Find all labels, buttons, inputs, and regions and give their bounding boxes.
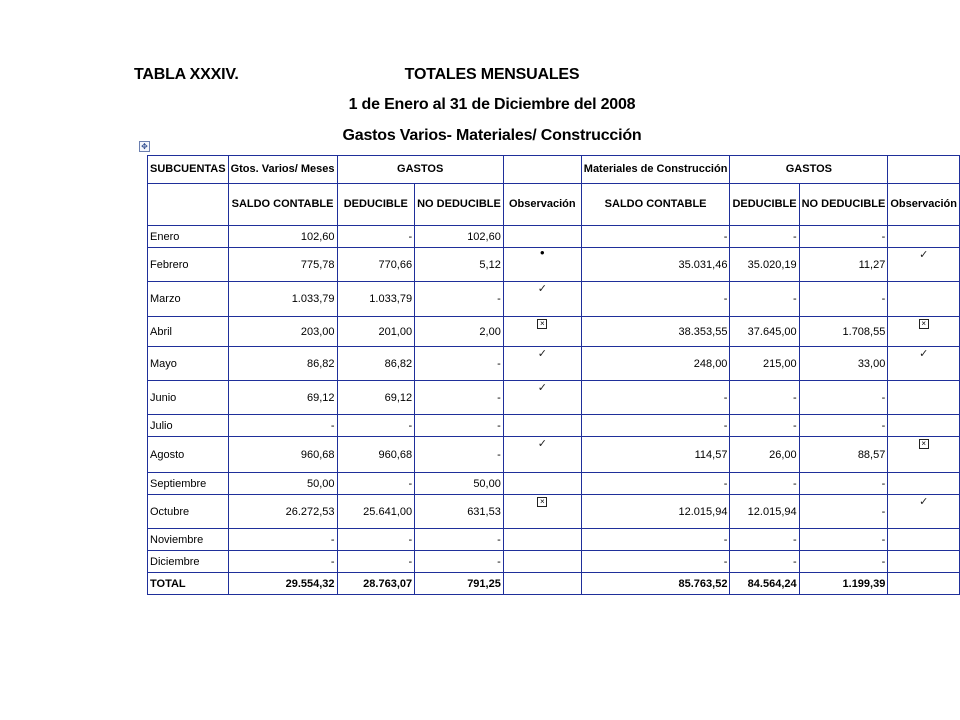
mc-deducible-cell: -: [730, 415, 799, 437]
observacion-1-cell: [503, 381, 581, 415]
mc-saldo-cell: -: [581, 381, 730, 415]
gv-no-deducible-cell: 50,00: [415, 473, 504, 495]
observacion-1-cell: [503, 226, 581, 248]
month-cell: Octubre: [148, 495, 229, 529]
mc-saldo-cell: 38.353,55: [581, 317, 730, 347]
header-no-deducible-1: NO DEDUCIBLE: [415, 184, 504, 226]
observacion-1-cell: [503, 317, 581, 347]
month-cell: Marzo: [148, 282, 229, 317]
gv-deducible-cell: 960,68: [337, 437, 415, 473]
mc-deducible-cell: -: [730, 529, 799, 551]
table-row: [148, 473, 960, 495]
header-materiales: Materiales de Construcción: [581, 156, 730, 184]
boxed-x-icon: ×: [537, 319, 547, 329]
gv-deducible-cell: 86,82: [337, 347, 415, 381]
observacion-1-cell: [503, 347, 581, 381]
mc-no-deducible-cell: -: [799, 282, 888, 317]
header-observacion-2: Observación: [888, 184, 960, 226]
header-observacion-1: Observación: [503, 184, 581, 226]
check-mark-icon: ✓: [537, 283, 547, 295]
doc-subtitle: 1 de Enero al 31 de Diciembre del 2008: [348, 96, 636, 113]
observacion-1-cell: [503, 495, 581, 529]
observacion-2-cell: [888, 415, 960, 437]
header-row-columns: [148, 184, 960, 226]
check-mark-icon: ✓: [537, 438, 547, 450]
total-gv-no-deducible: 791,25: [415, 573, 504, 595]
total-gv-deducible: 28.763,07: [337, 573, 415, 595]
observacion-1-cell: [503, 473, 581, 495]
gv-no-deducible-cell: -: [415, 282, 504, 317]
header-row-groups: [148, 156, 960, 184]
month-cell: Noviembre: [148, 529, 229, 551]
header-empty-2: [888, 156, 960, 184]
gv-saldo-cell: 775,78: [228, 248, 337, 282]
header-subcuentas: SUBCUENTAS: [148, 156, 229, 184]
totales-table: [147, 155, 960, 595]
table-row: [148, 248, 960, 282]
observacion-2-cell: [888, 529, 960, 551]
observacion-2-cell: [888, 317, 960, 347]
month-cell: Julio: [148, 415, 229, 437]
gv-no-deducible-cell: -: [415, 347, 504, 381]
observacion-1-cell: [503, 551, 581, 573]
header-no-deducible-2: NO DEDUCIBLE: [799, 184, 888, 226]
total-observacion-2: [888, 573, 960, 595]
mc-no-deducible-cell: 11,27: [799, 248, 888, 282]
table-row: [148, 529, 960, 551]
header-saldo-contable-2: SALDO CONTABLE: [581, 184, 730, 226]
month-cell: Enero: [148, 226, 229, 248]
total-mc-no-deducible: 1.199,39: [799, 573, 888, 595]
observacion-2-cell: [888, 473, 960, 495]
mc-no-deducible-cell: -: [799, 495, 888, 529]
boxed-x-icon: ×: [537, 497, 547, 507]
boxed-x-icon: ×: [919, 319, 929, 329]
mc-saldo-cell: -: [581, 473, 730, 495]
table-row: [148, 551, 960, 573]
gv-no-deducible-cell: -: [415, 437, 504, 473]
mc-no-deducible-cell: -: [799, 473, 888, 495]
observacion-2-cell: [888, 551, 960, 573]
check-mark-icon: ✓: [537, 348, 547, 360]
gv-deducible-cell: -: [337, 226, 415, 248]
gv-no-deducible-cell: -: [415, 415, 504, 437]
mc-deducible-cell: -: [730, 551, 799, 573]
mc-deducible-cell: 12.015,94: [730, 495, 799, 529]
header-gtos-varios: Gtos. Varios/ Meses: [228, 156, 337, 184]
check-mark-icon: ✓: [919, 249, 929, 261]
gv-no-deducible-cell: -: [415, 529, 504, 551]
total-mc-saldo: 85.763,52: [581, 573, 730, 595]
table-row: [148, 437, 960, 473]
gv-deducible-cell: -: [337, 473, 415, 495]
gv-saldo-cell: -: [228, 415, 337, 437]
mc-no-deducible-cell: -: [799, 226, 888, 248]
gv-deducible-cell: 770,66: [337, 248, 415, 282]
observacion-1-cell: [503, 415, 581, 437]
table-row: [148, 317, 960, 347]
gv-saldo-cell: -: [228, 529, 337, 551]
observacion-1-cell: [503, 282, 581, 317]
gv-no-deducible-cell: -: [415, 551, 504, 573]
gv-deducible-cell: 69,12: [337, 381, 415, 415]
mc-saldo-cell: -: [581, 415, 730, 437]
gv-saldo-cell: 86,82: [228, 347, 337, 381]
observacion-2-cell: [888, 248, 960, 282]
mc-saldo-cell: -: [581, 282, 730, 317]
month-cell: Junio: [148, 381, 229, 415]
mc-deducible-cell: -: [730, 282, 799, 317]
observacion-2-cell: [888, 381, 960, 415]
gv-deducible-cell: 201,00: [337, 317, 415, 347]
month-cell: Septiembre: [148, 473, 229, 495]
mc-saldo-cell: -: [581, 551, 730, 573]
bullet-dot-icon: •: [540, 247, 545, 260]
mc-deducible-cell: -: [730, 381, 799, 415]
check-mark-icon: ✓: [919, 348, 929, 360]
mc-deducible-cell: 215,00: [730, 347, 799, 381]
total-mc-deducible: 84.564,24: [730, 573, 799, 595]
table-row: [148, 415, 960, 437]
observacion-1-cell: [503, 248, 581, 282]
check-mark-icon: ✓: [919, 496, 929, 508]
observacion-2-cell: [888, 347, 960, 381]
gv-deducible-cell: 25.641,00: [337, 495, 415, 529]
month-cell: Abril: [148, 317, 229, 347]
total-observacion-1: [503, 573, 581, 595]
header-deducible-1: DEDUCIBLE: [337, 184, 415, 226]
boxed-x-icon: ×: [919, 439, 929, 449]
header-empty-1: [503, 156, 581, 184]
gv-no-deducible-cell: -: [415, 381, 504, 415]
table-row: [148, 226, 960, 248]
gv-saldo-cell: 203,00: [228, 317, 337, 347]
mc-no-deducible-cell: 88,57: [799, 437, 888, 473]
header-deducible-2: DEDUCIBLE: [730, 184, 799, 226]
gv-deducible-cell: -: [337, 551, 415, 573]
table-move-handle-icon[interactable]: ✥: [139, 141, 150, 152]
check-mark-icon: ✓: [537, 382, 547, 394]
mc-no-deducible-cell: 33,00: [799, 347, 888, 381]
gv-deducible-cell: 1.033,79: [337, 282, 415, 317]
gv-saldo-cell: 69,12: [228, 381, 337, 415]
gv-saldo-cell: 26.272,53: [228, 495, 337, 529]
mc-saldo-cell: -: [581, 226, 730, 248]
table-row: [148, 282, 960, 317]
doc-title: TOTALES MENSUALES: [404, 66, 580, 83]
mc-saldo-cell: 248,00: [581, 347, 730, 381]
gv-saldo-cell: 102,60: [228, 226, 337, 248]
gv-no-deducible-cell: 631,53: [415, 495, 504, 529]
total-label: TOTAL: [148, 573, 229, 595]
month-cell: Diciembre: [148, 551, 229, 573]
gv-saldo-cell: -: [228, 551, 337, 573]
observacion-2-cell: [888, 495, 960, 529]
gv-saldo-cell: 960,68: [228, 437, 337, 473]
table-row: [148, 381, 960, 415]
mc-no-deducible-cell: -: [799, 529, 888, 551]
gv-deducible-cell: -: [337, 529, 415, 551]
table-row: [148, 347, 960, 381]
mc-deducible-cell: 37.645,00: [730, 317, 799, 347]
table-row: [148, 495, 960, 529]
mc-deducible-cell: -: [730, 473, 799, 495]
mc-no-deducible-cell: -: [799, 551, 888, 573]
mc-no-deducible-cell: 1.708,55: [799, 317, 888, 347]
mc-no-deducible-cell: -: [799, 415, 888, 437]
month-cell: Febrero: [148, 248, 229, 282]
observacion-1-cell: [503, 529, 581, 551]
mc-saldo-cell: -: [581, 529, 730, 551]
header-saldo-contable-1: SALDO CONTABLE: [228, 184, 337, 226]
header-empty-3: [148, 184, 229, 226]
gv-saldo-cell: 50,00: [228, 473, 337, 495]
total-gv-saldo: 29.554,32: [228, 573, 337, 595]
observacion-2-cell: [888, 437, 960, 473]
table-label: TABLA XXXIV.: [134, 66, 239, 83]
mc-deducible-cell: 26,00: [730, 437, 799, 473]
month-cell: Agosto: [148, 437, 229, 473]
header-gastos-2: GASTOS: [730, 156, 888, 184]
gv-deducible-cell: -: [337, 415, 415, 437]
doc-section-title: Gastos Varios- Materiales/ Construcción: [342, 127, 642, 144]
observacion-2-cell: [888, 226, 960, 248]
mc-saldo-cell: 114,57: [581, 437, 730, 473]
gv-saldo-cell: 1.033,79: [228, 282, 337, 317]
mc-no-deducible-cell: -: [799, 381, 888, 415]
mc-saldo-cell: 35.031,46: [581, 248, 730, 282]
month-cell: Mayo: [148, 347, 229, 381]
gv-no-deducible-cell: 102,60: [415, 226, 504, 248]
mc-deducible-cell: -: [730, 226, 799, 248]
mc-deducible-cell: 35.020,19: [730, 248, 799, 282]
total-row: [148, 573, 960, 595]
observacion-1-cell: [503, 437, 581, 473]
mc-saldo-cell: 12.015,94: [581, 495, 730, 529]
observacion-2-cell: [888, 282, 960, 317]
gv-no-deducible-cell: 2,00: [415, 317, 504, 347]
gv-no-deducible-cell: 5,12: [415, 248, 504, 282]
header-gastos-1: GASTOS: [337, 156, 503, 184]
